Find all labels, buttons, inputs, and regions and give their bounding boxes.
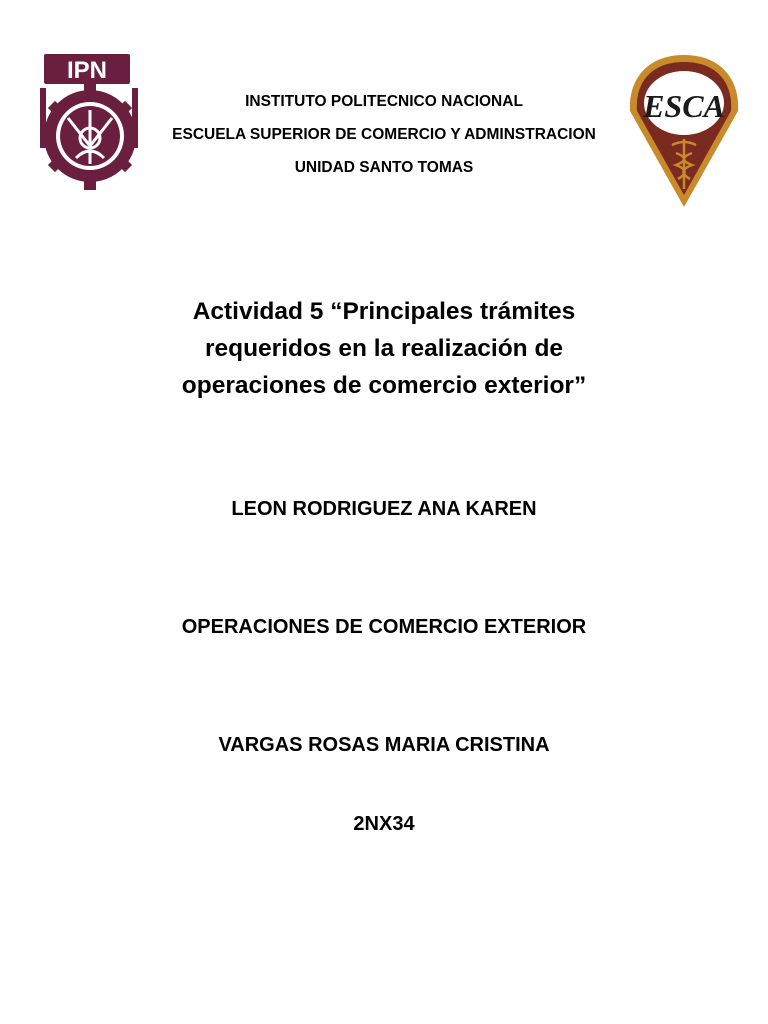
title-line: requeridos en la realización de: [204, 335, 564, 362]
institution-header: [140, 92, 628, 191]
esca-logo-text: ESCA: [643, 88, 725, 124]
teacher-name: VARGAS ROSAS MARIA CRISTINA: [218, 734, 550, 756]
group-code: 2NX34: [353, 813, 415, 835]
subject-name: OPERACIONES DE COMERCIO EXTERIOR: [181, 616, 587, 638]
title-line: Actividad 5 “Principales trámites: [192, 298, 576, 325]
ipn-logo: [40, 48, 138, 193]
student-name: LEON RODRIGUEZ ANA KAREN: [231, 498, 537, 520]
title-line: operaciones de comercio exterior”: [181, 372, 587, 399]
ipn-logo-text: IPN: [66, 57, 108, 84]
document-title: [120, 293, 648, 404]
esca-logo: [626, 53, 742, 209]
campus-name: UNIDAD SANTO TOMAS: [294, 159, 474, 176]
school-name: ESCUELA SUPERIOR DE COMERCIO Y ADMINSTRACION: [172, 126, 596, 143]
institution-name: INSTITUTO POLITECNICO NACIONAL: [245, 93, 523, 110]
